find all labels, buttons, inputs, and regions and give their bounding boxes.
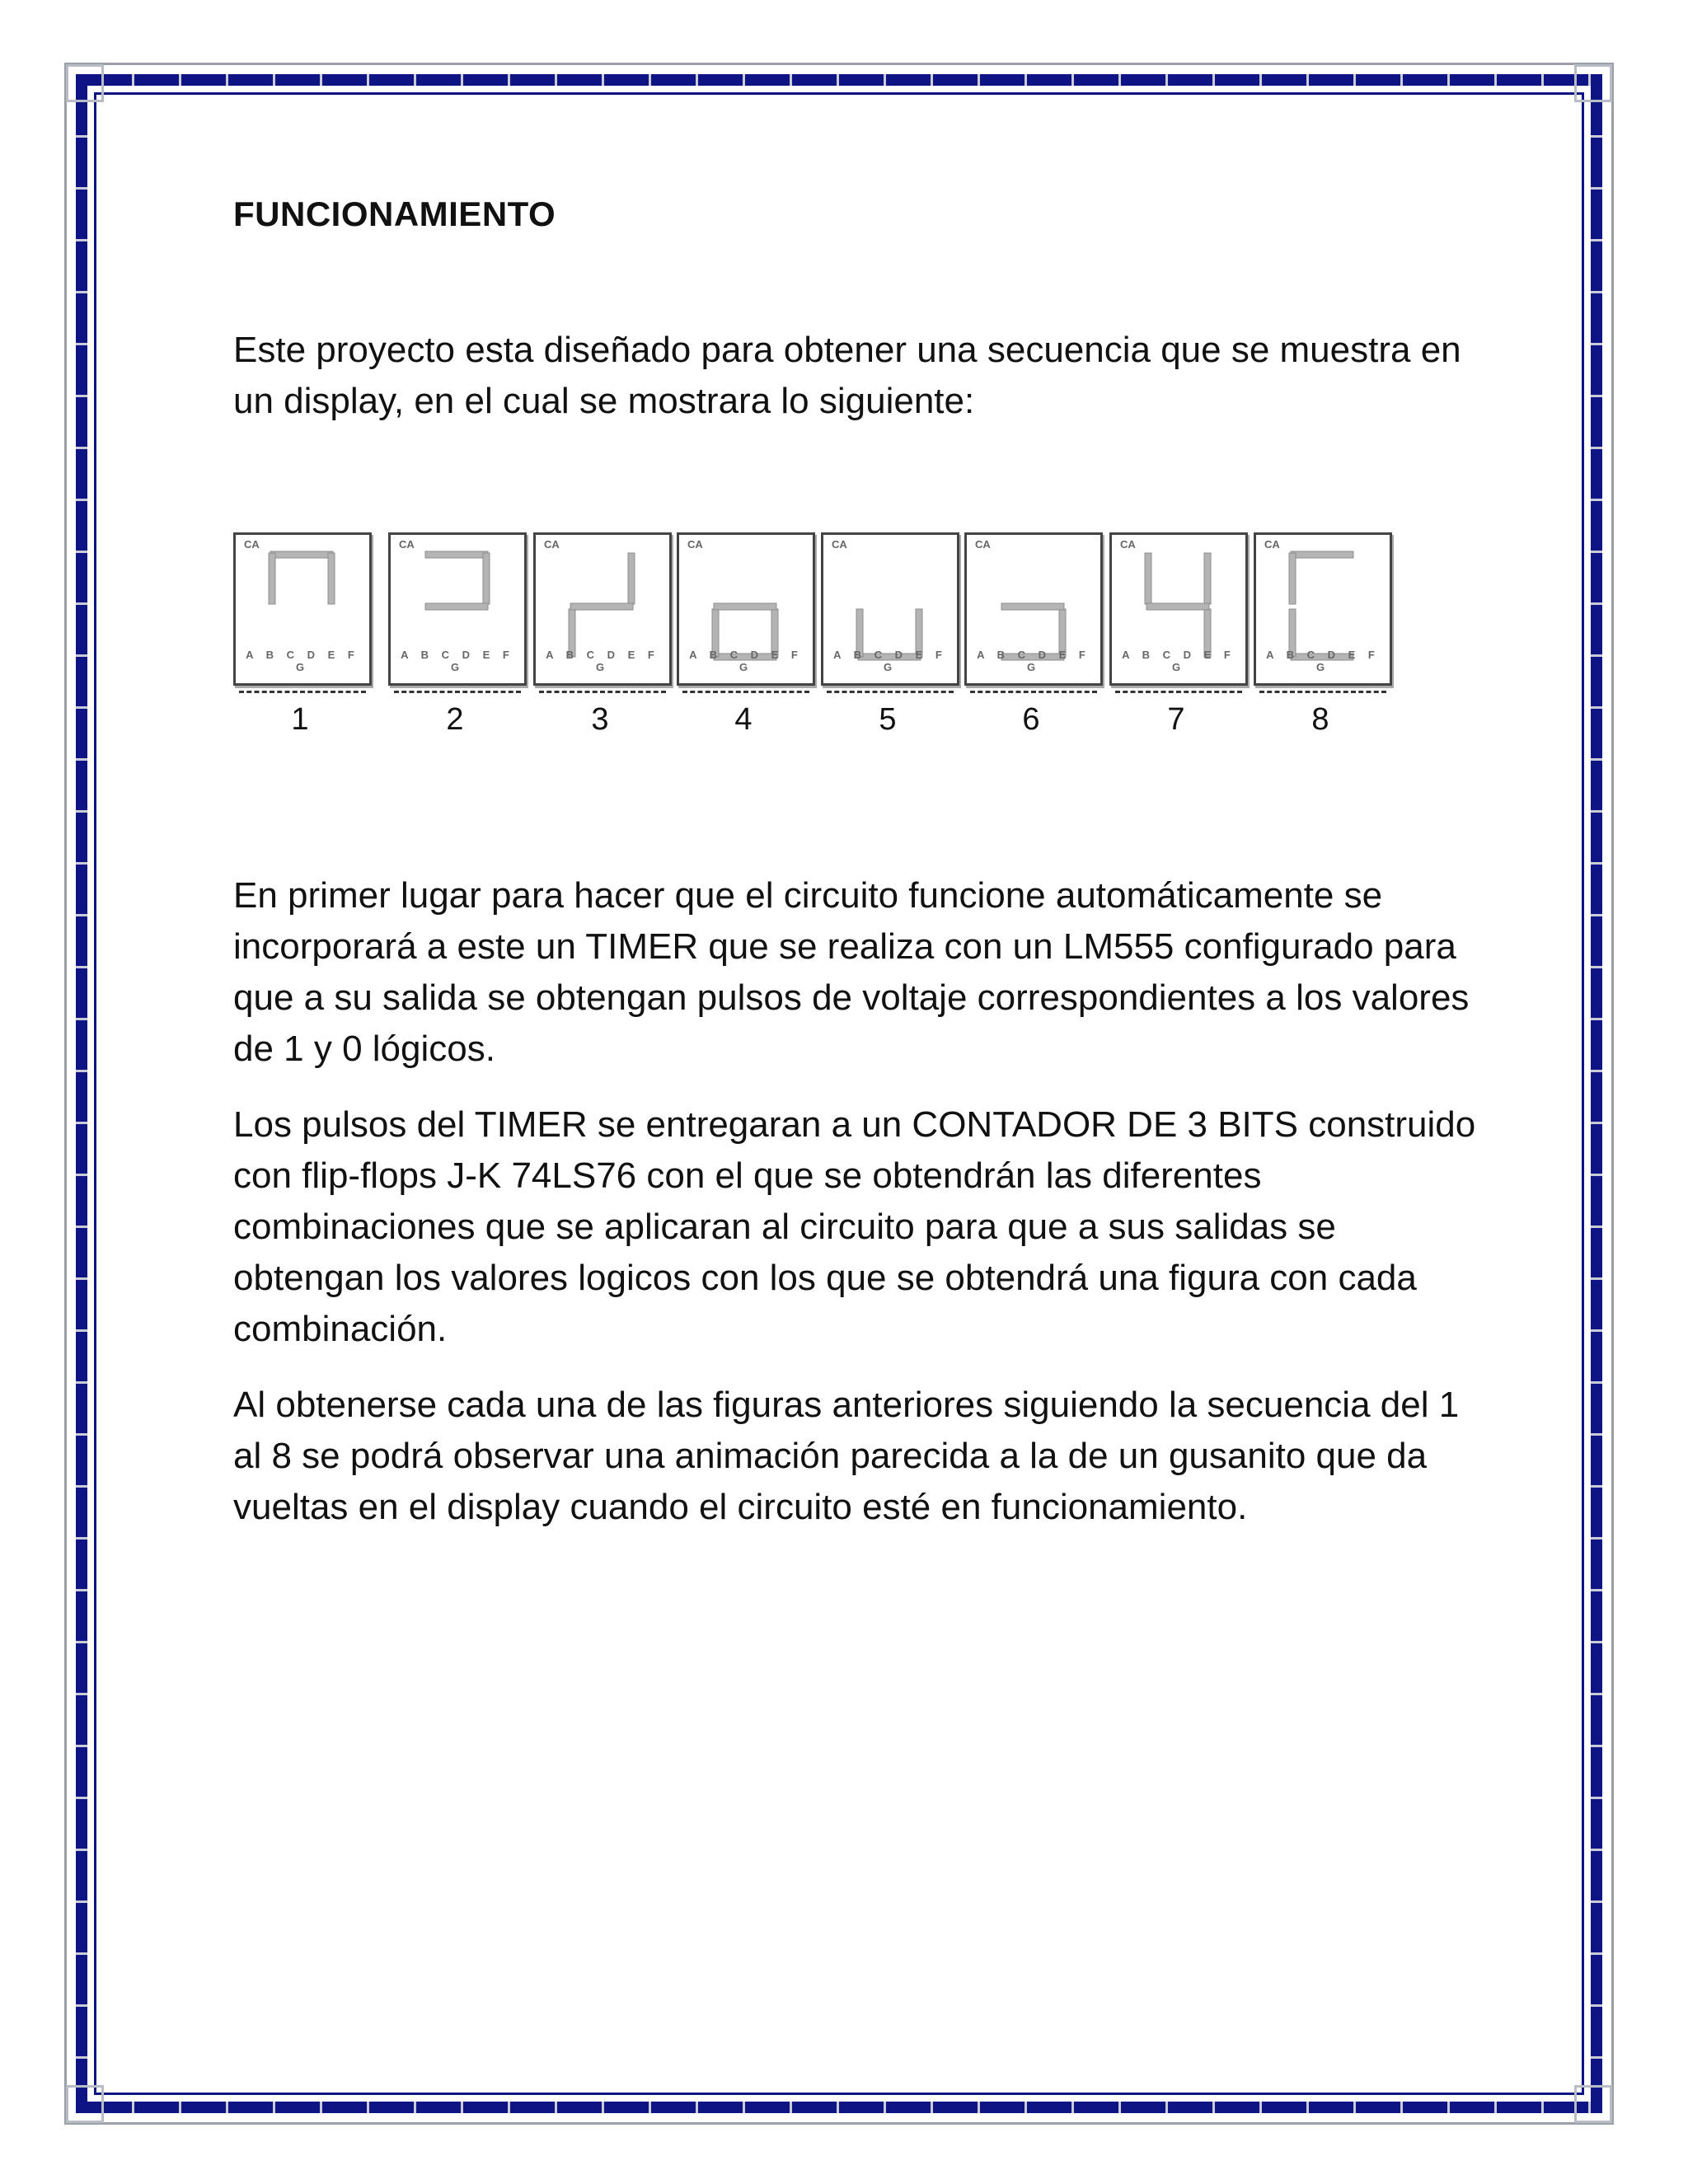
display-pin-labels: A B C D E F G [689, 649, 803, 673]
seven-segment-display [233, 532, 372, 686]
display-figure-6 [964, 532, 1103, 738]
page-content [233, 194, 1486, 1533]
page-title: FUNCIONAMIENTO [233, 194, 556, 233]
display-ca-label: CA [544, 538, 560, 551]
segment-g [714, 603, 776, 610]
display-pin-labels: A B C D E F G [1122, 649, 1236, 673]
display-number-label: 2 [446, 702, 464, 737]
seven-segment-display [388, 532, 527, 686]
display-pin-row [682, 686, 809, 693]
display-number-label: 4 [734, 702, 753, 737]
segment-g [1146, 603, 1209, 610]
paragraph-animation: Al obtenerse cada una de las figuras anteriores siguiendo la secuencia del 1 al 8 se podrá observar una animación parecida a la de un gusanito que da vueltas en el display cuando el circuito esté en funcionamiento. [233, 1385, 1460, 1527]
display-number-label: 1 [291, 702, 309, 737]
segment-b [1204, 553, 1211, 604]
display-pin-labels: A B C D E F G [246, 649, 359, 673]
seven-segment-sequence [233, 532, 1486, 738]
segment-g [1001, 603, 1064, 610]
display-figure-4 [677, 532, 815, 738]
seven-segment-display [821, 532, 959, 686]
segment-b [483, 553, 490, 604]
corner-ornament-top-right [1574, 64, 1612, 102]
display-pin-row [1259, 686, 1386, 693]
display-ca-label: CA [399, 538, 415, 551]
seven-segment-display [677, 532, 815, 686]
display-pin-row [827, 686, 954, 693]
intro-paragraph: Este proyecto esta diseñado para obtener una secuencia que se muestra en un display, en el cual se mostrara lo siguiente: [233, 330, 1461, 421]
display-figure-5 [821, 532, 959, 738]
display-pin-labels: A B C D E F G [401, 649, 514, 673]
display-number-label: 3 [591, 702, 609, 737]
page-border-right [1591, 86, 1602, 2102]
segment-g [570, 603, 633, 610]
display-pin-labels: A B C D E F G [546, 649, 659, 673]
segment-f [1145, 553, 1151, 604]
display-pin-row [394, 686, 521, 693]
display-figure-3 [533, 532, 672, 738]
display-ca-label: CA [1264, 538, 1280, 551]
display-pin-row [1115, 686, 1242, 693]
segment-g [425, 603, 488, 610]
segment-f [1289, 553, 1296, 604]
display-pin-row [239, 686, 366, 693]
corner-ornament-top-left [66, 64, 104, 102]
segment-a [270, 551, 333, 558]
display-pin-labels: A B C D E F G [1266, 649, 1380, 673]
paragraph-timer: En primer lugar para hacer que el circuito funcione automáticamente se incorporará a este un TIMER que se realiza con un LM555 configurado para que a su salida se obtengan pulsos de voltaje correspondientes a los valores de 1 y 0 lógicos. [233, 875, 1470, 1069]
display-number-label: 5 [879, 702, 897, 737]
seven-segment-display [1109, 532, 1248, 686]
display-ca-label: CA [244, 538, 260, 551]
display-ca-label: CA [975, 538, 991, 551]
display-pin-labels: A B C D E F G [833, 649, 947, 673]
display-pin-row [970, 686, 1097, 693]
seven-segment-display [964, 532, 1103, 686]
paragraph-counter: Los pulsos del TIMER se entregaran a un CONTADOR DE 3 BITS construido con flip-flops J-K 74LS76 con el que se obtendrán las diferentes combinaciones que se aplicaran al circuito para que a sus salidas se obtengan los valores logicos con los que se obtendrá una figura con cada combinación. [233, 1104, 1476, 1349]
display-pin-row [539, 686, 666, 693]
segment-f [269, 553, 275, 604]
display-ca-label: CA [832, 538, 847, 551]
segment-a [425, 551, 488, 558]
segment-b [328, 553, 335, 604]
display-ca-label: CA [1120, 538, 1136, 551]
display-pin-labels: A B C D E F G [977, 649, 1090, 673]
display-number-label: 6 [1022, 702, 1040, 737]
seven-segment-display [533, 532, 672, 686]
display-figure-8 [1254, 532, 1392, 738]
segment-b [628, 553, 635, 604]
display-number-label: 8 [1311, 702, 1329, 737]
segment-a [1291, 551, 1353, 558]
display-number-label: 7 [1167, 702, 1185, 737]
corner-ornament-bottom-left [66, 2085, 104, 2123]
display-ca-label: CA [687, 538, 703, 551]
display-figure-7 [1109, 532, 1248, 738]
display-figure-2 [388, 532, 527, 738]
page-border-left [76, 86, 87, 2102]
display-figure-1 [233, 532, 372, 738]
seven-segment-display [1254, 532, 1392, 686]
corner-ornament-bottom-right [1574, 2085, 1612, 2123]
